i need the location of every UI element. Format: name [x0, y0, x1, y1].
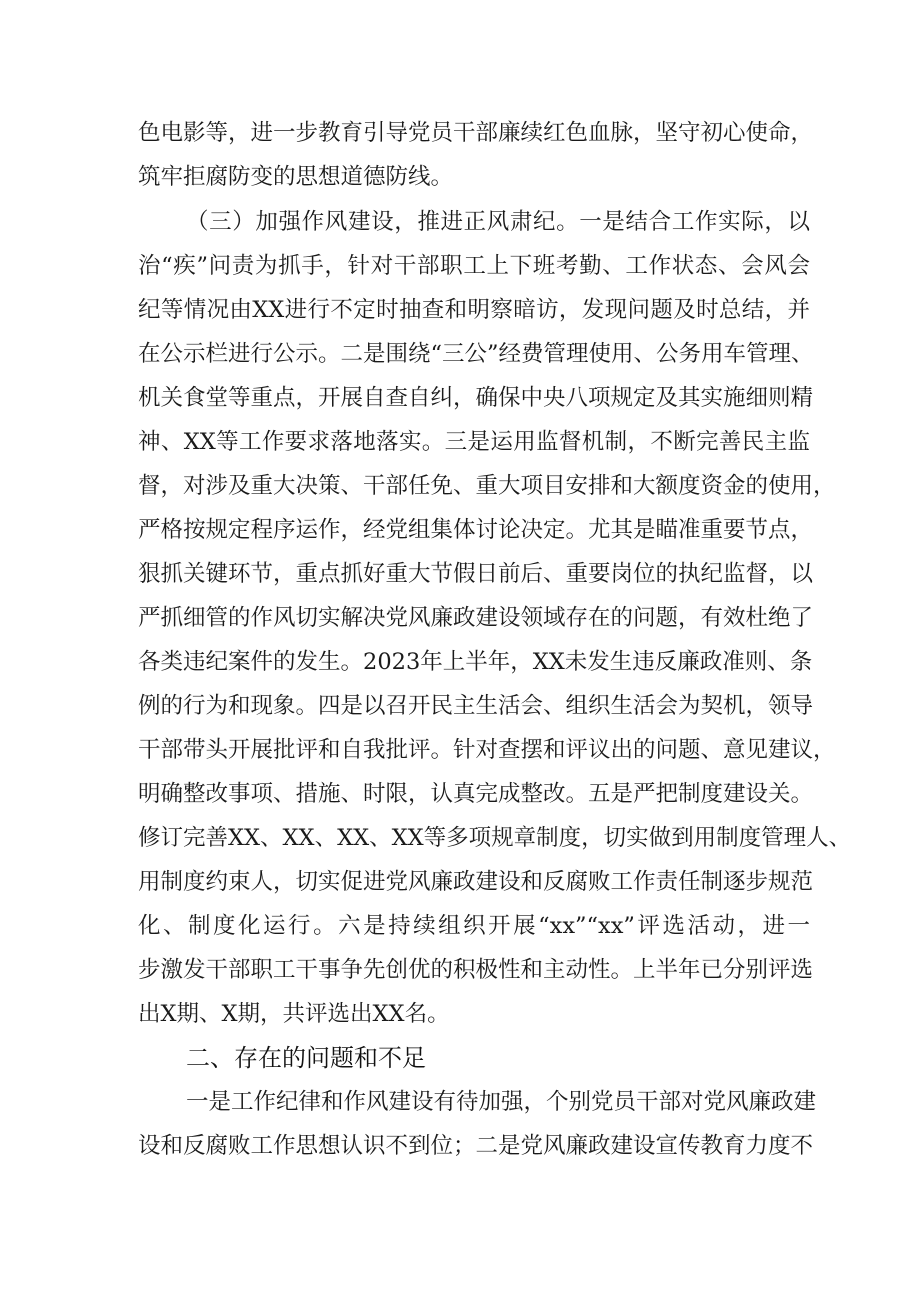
paragraph-3-line-1: 一是工作纪律和作风建设有待加强，个别党员干部对党风廉政建: [186, 1089, 817, 1115]
paragraph-2-line-17: 化、制度化运行。六是持续组织开展“xx”“xx”评选活动，进一: [138, 913, 810, 939]
paragraph-2-line-14: 明确整改事项、措施、时限，认真完成整改。五是严把制度建设关。: [138, 781, 814, 807]
paragraph-2-line-3: 纪等情况由XX进行不定时抽查和明察暗访，发现问题及时总结，并: [138, 297, 810, 323]
paragraph-2-line-19: 出X期、X期，共评选出XX名。: [138, 1001, 450, 1027]
paragraph-2-line-18: 步激发干部职工干事争先创优的积极性和主动性。上半年已分别评选: [138, 957, 814, 983]
paragraph-2-line-4: 在公示栏进行公示。二是围绕“三公”经费管理使用、公务用车管理、: [138, 341, 814, 367]
paragraph-2-line-5: 机关食堂等重点，开展自查自纠，确保中央八项规定及其实施细则精: [138, 385, 814, 411]
section-heading: 二、存在的问题和不足: [186, 1044, 426, 1072]
paragraph-2-line-6: 神、XX等工作要求落地落实。三是运用监督机制，不断完善民主监: [138, 429, 810, 455]
paragraph-2-line-11: 各类违纪案件的发生。2023年上半年，XX未发生违反廉政准则、条: [138, 649, 813, 675]
paragraph-2-line-8: 严格按规定程序运作，经党组集体讨论决定。尤其是瞄准重要节点，: [138, 517, 814, 543]
paragraph-2-line-1: （三）加强作风建设，推进正风肃纪。一是结合工作实际，以: [186, 209, 810, 235]
paragraph-2-line-15: 修订完善XX、XX、XX、XX等多项规章制度，切实做到用制度管理人、: [138, 825, 852, 851]
paragraph-2-line-13: 干部带头开展批评和自我批评。针对查摆和评议出的问题、意见建议，: [138, 737, 836, 763]
paragraph-2-line-7: 督，对涉及重大决策、干部任免、重大项目安排和大额度资金的使用，: [138, 473, 836, 499]
paragraph-1-line-1: 色电影等，进一步教育引导党员干部廉续红色血脉，坚守初心使命，: [138, 120, 814, 146]
paragraph-2-line-12: 例的行为和现象。四是以召开民主生活会、组织生活会为契机，领导: [138, 693, 814, 719]
paragraph-3-line-2: 设和反腐败工作思想认识不到位；二是党风廉政建设宣传教育力度不: [138, 1133, 814, 1159]
paragraph-2-line-16: 用制度约束人，切实促进党风廉政建设和反腐败工作责任制逐步规范: [138, 869, 814, 895]
paragraph-2-line-2: 治“疾”问责为抓手，针对干部职工上下班考勤、工作状态、会风会: [138, 253, 810, 279]
paragraph-2-line-10: 严抓细管的作风切实解决党风廉政建设领域存在的问题，有效杜绝了: [138, 605, 814, 631]
paragraph-1-line-2: 筑牢拒腐防变的思想道德防线。: [138, 164, 454, 190]
paragraph-2-line-9: 狠抓关键环节，重点抓好重大节假日前后、重要岗位的执纪监督，以: [138, 561, 814, 587]
